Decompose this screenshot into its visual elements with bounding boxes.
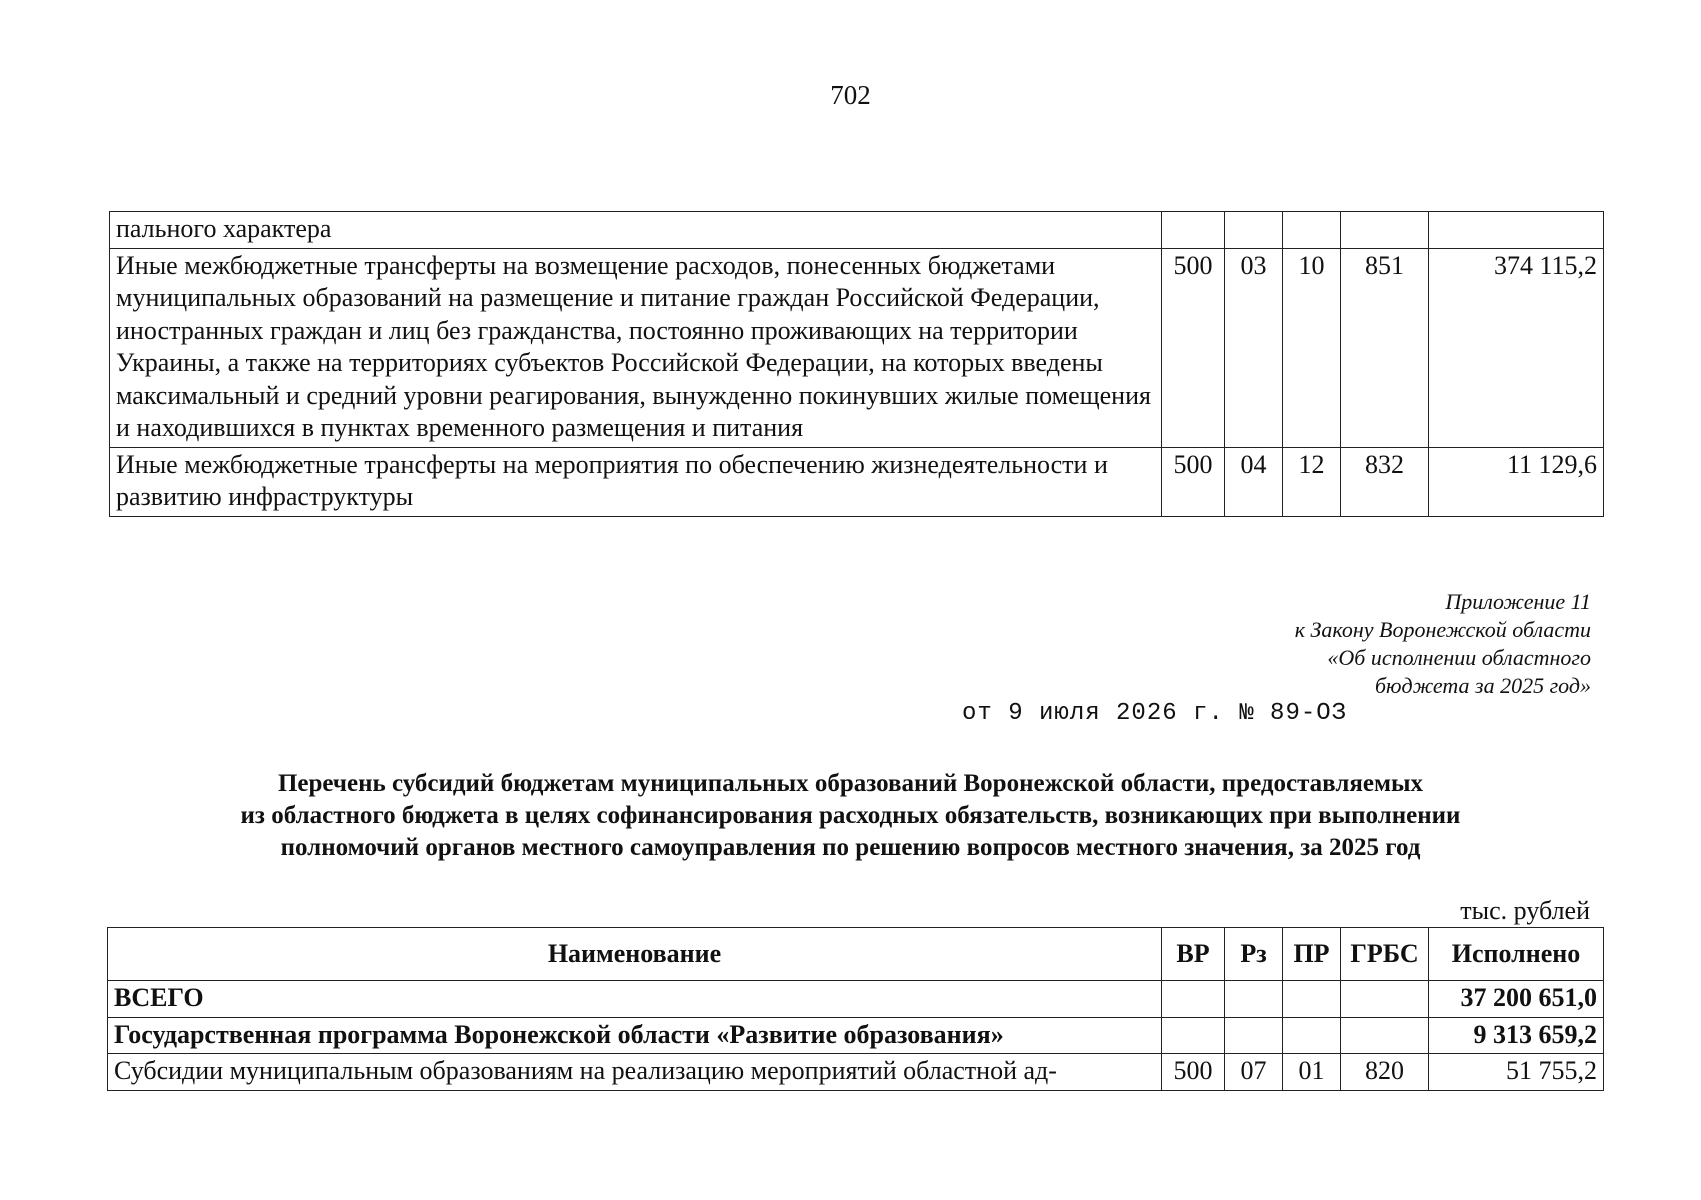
table-header-row	[108, 928, 1604, 981]
table-row	[110, 248, 1604, 447]
row-amount	[1429, 212, 1604, 249]
row-grbs: 820	[1341, 1054, 1429, 1091]
row-rz: 03	[1225, 248, 1283, 447]
row-grbs	[1341, 1017, 1429, 1054]
header-amount: Исполнено	[1429, 928, 1604, 981]
appendix-line: «Об исполнении областного	[1327, 645, 1591, 670]
row-vr	[1162, 981, 1225, 1018]
row-grbs: 832	[1341, 447, 1429, 516]
appendix-line: к Закону Воронежской области	[1294, 617, 1591, 642]
table-row	[110, 212, 1604, 249]
header-grbs: ГРБС	[1341, 928, 1429, 981]
row-name: Иные межбюджетные трансферты на возмещение расходов, понесенных бюджетами муниципальных образований на размещение и питание граждан Российской Федерации, иностранных граждан и лиц без гражданства, постоянно проживающих на территории Украины, а также на территориях субъектов Российской Федерации, на которых введены максимальный и средний уровни реагирования, вынужденно покинувших жилые помещения и находившихся в пунктах временного размещения и питания	[110, 248, 1162, 447]
subsidies-table	[107, 927, 1604, 1091]
row-grbs: 851	[1341, 248, 1429, 447]
row-vr: 500	[1162, 248, 1225, 447]
law-date-stamp: от 9 июля 2026 г. № 89-ОЗ	[962, 700, 1348, 727]
header-vr: ВР	[1162, 928, 1225, 981]
row-vr	[1162, 212, 1225, 249]
row-rz	[1225, 1017, 1283, 1054]
page-number: 702	[830, 80, 871, 110]
row-pr: 12	[1283, 447, 1341, 516]
appendix-line: бюджета за 2025 год»	[1374, 673, 1591, 698]
row-vr: 500	[1162, 447, 1225, 516]
row-name: Субсидии муниципальным образованиям на реализацию мероприятий областной ад-	[108, 1054, 1162, 1091]
row-rz	[1225, 212, 1283, 249]
units-label: тыс. рублей	[1460, 896, 1590, 925]
row-vr	[1162, 1017, 1225, 1054]
row-name: Иные межбюджетные трансферты на мероприятия по обеспечению жизнедеятельности и развитию инфраструктуры	[110, 447, 1162, 516]
header-name: Наименование	[108, 928, 1162, 981]
row-pr: 10	[1283, 248, 1341, 447]
header-pr: ПР	[1283, 928, 1341, 981]
document-title	[100, 768, 1601, 864]
row-vr: 500	[1162, 1054, 1225, 1091]
title-line: Перечень субсидий бюджетам муниципальных образований Воронежской области, предоставляемых	[277, 770, 1424, 797]
row-amount: 37 200 651,0	[1429, 981, 1604, 1018]
row-name: Государственная программа Воронежской области «Развитие образования»	[108, 1017, 1162, 1054]
row-grbs	[1341, 981, 1429, 1018]
table-row-total	[108, 981, 1604, 1018]
row-amount: 374 115,2	[1429, 248, 1604, 447]
row-amount: 9 313 659,2	[1429, 1017, 1604, 1054]
title-line: из областного бюджета в целях софинансирования расходных обязательств, возникающих при выполнении	[240, 802, 1461, 829]
row-amount: 51 755,2	[1429, 1054, 1604, 1091]
row-amount: 11 129,6	[1429, 447, 1604, 516]
table-row-program	[108, 1017, 1604, 1054]
row-grbs	[1341, 212, 1429, 249]
row-name: пального характера	[110, 212, 1162, 249]
header-rz: Рз	[1225, 928, 1283, 981]
title-line: полномочий органов местного самоуправления по решению вопросов местного значения, за 2025 год	[280, 834, 1421, 861]
row-rz: 07	[1225, 1054, 1283, 1091]
row-pr	[1283, 1017, 1341, 1054]
row-rz	[1225, 981, 1283, 1018]
row-pr	[1283, 981, 1341, 1018]
row-name: ВСЕГО	[108, 981, 1162, 1018]
row-pr	[1283, 212, 1341, 249]
table-row	[110, 447, 1604, 516]
appendix-line: Приложение 11	[1445, 589, 1591, 614]
continuation-table	[109, 211, 1604, 517]
row-pr: 01	[1283, 1054, 1341, 1091]
table-row	[108, 1054, 1604, 1091]
appendix-note	[1295, 588, 1591, 700]
row-rz: 04	[1225, 447, 1283, 516]
